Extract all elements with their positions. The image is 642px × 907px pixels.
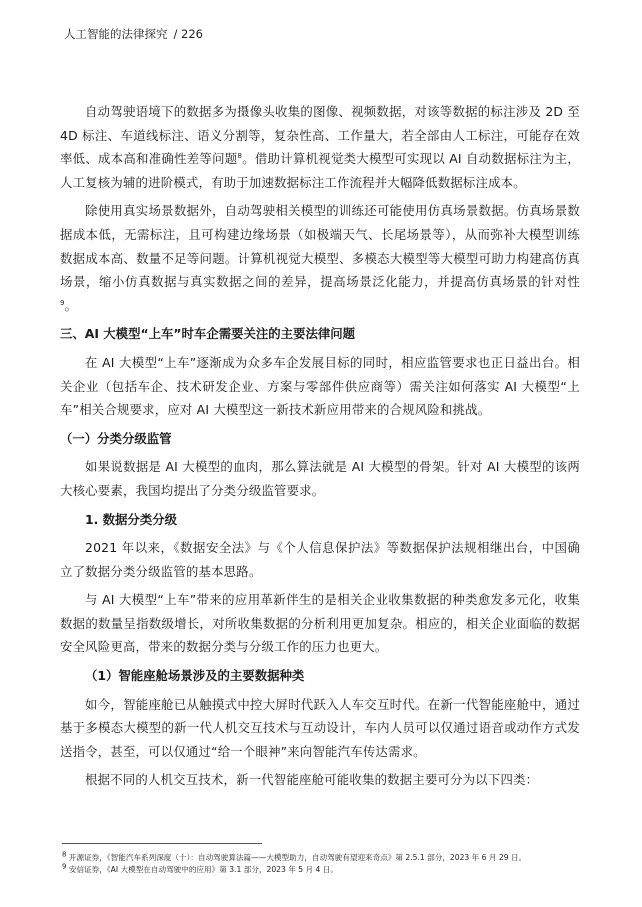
book-title: 人工智能的法律探究 xyxy=(64,27,168,41)
footnotes xyxy=(62,852,582,876)
paragraph-four-types: 根据不同的人机交互技术，新一代智能座舱可能收集的数据主要可分为以下四类： xyxy=(85,772,539,788)
paragraph-laws: 2021 年以来，《数据安全法》与《个人信息保护法》等数据保护法规相继出台，中国确立了数据分类分级监管的基本思路。 xyxy=(60,540,580,579)
running-header xyxy=(64,26,203,42)
paragraph-simulation xyxy=(60,199,580,317)
page-number: / 226 xyxy=(173,27,203,41)
main-content xyxy=(60,100,580,797)
footnote-divider xyxy=(62,843,262,844)
paragraph-intro: 在 AI 大模型“上车”逐渐成为众多车企发展目标的同时，相应监管要求也正日益出台。相关企业（包括车企、技术研发企业、方案与零部件供应商等）需关注如何落实 AI 大模型“上车”相关合规要求，应对 AI 大模型这一新技术新应用带来的合规风险和挑战。 xyxy=(60,354,580,418)
subsection-heading: （一）分类分级监管 xyxy=(60,430,172,446)
paragraph-text: 。 xyxy=(64,297,78,313)
footnote-number: 8 xyxy=(62,850,67,859)
footnote-ref-9[interactable]: 9 xyxy=(60,298,65,307)
item-heading: （1）智能座舱场景涉及的主要数据种类 xyxy=(85,668,305,684)
footnote-9 xyxy=(62,864,582,876)
sub-subsection-heading: 1. 数据分类分级 xyxy=(85,511,177,527)
paragraph-data-risk: 与 AI 大模型“上车”带来的应用革新伴生的是相关企业收集数据的种类愈发多元化，收集数据的数量呈指数级增长，对所收集数据的分析利用更加复杂。相应的，相关企业面临的数据安全风险更高，带来的数据分类与分级工作的压力也更大。 xyxy=(60,592,580,655)
footnote-8 xyxy=(62,852,582,864)
paragraph-text: 。借助计算机视觉类大模型可实现以 AI 自动数据标注为主，人工复核为辅的进阶模式，有助于加速数据标注工作流程并大幅降低数据标注成本。 xyxy=(60,151,580,190)
footnote-text: 开源证券，《智能汽车系列深度（十）：自动驾驶算法篇——大模型助力，自动驾驶有望迎来奇点》第 2.5.1 部分，2023 年 6 月 29 日。 xyxy=(68,853,527,862)
paragraph-cockpit: 如今，智能座舱已从触摸式中控大屏时代跃入人车交互时代。在新一代智能座舱中，通过基于多模态大模型的新一代人机交互技术与互动设计，车内人员可以仅通过语音或动作方式发送指令，甚至，可以仅通过“给一个眼神”来向智能汽车传达需求。 xyxy=(60,696,580,759)
footnote-ref-8[interactable]: 8 xyxy=(237,152,243,161)
footnote-text: 安信证券，《AI 大模型在自动驾驶中的应用》第 3.1 部分，2023 年 5 月 4 日。 xyxy=(68,865,338,874)
paragraph-annotation xyxy=(60,100,580,194)
paragraph-core-elements: 如果说数据是 AI 大模型的血肉，那么算法就是 AI 大模型的骨架。针对 AI 大模型的该两大核心要素，我国均提出了分类分级监管要求。 xyxy=(60,459,580,498)
paragraph-text: 自动驾驶语境下的数据多为摄像头收集的图像、视频数据，对该等数据的标注涉及 2D 至 4D 标注、车道线标注、语义分割等，复杂性高、工作量大，若全部由人工标注，可能存在效率低、成本高和准确性差等问题 xyxy=(60,104,580,167)
footnote-number: 9 xyxy=(62,862,67,871)
section-heading: 三、AI 大模型“上车”时车企需要关注的主要法律问题 xyxy=(60,326,356,342)
paragraph-text: 除使用真实场景数据外，自动驾驶相关模型的训练还可能使用仿真场景数据。仿真场景数据成本低，无需标注，且可构建边缘场景（如极端天气、长尾场景等），从而弥补大模型训练数据成本高、数量不足等问题。计算机视觉大模型、多模态大模型等大模型可助力构建高仿真场景，缩小仿真数据与真实数据之间的差异，提高场景泛化能力，并提高仿真场景的针对性 xyxy=(60,203,580,290)
